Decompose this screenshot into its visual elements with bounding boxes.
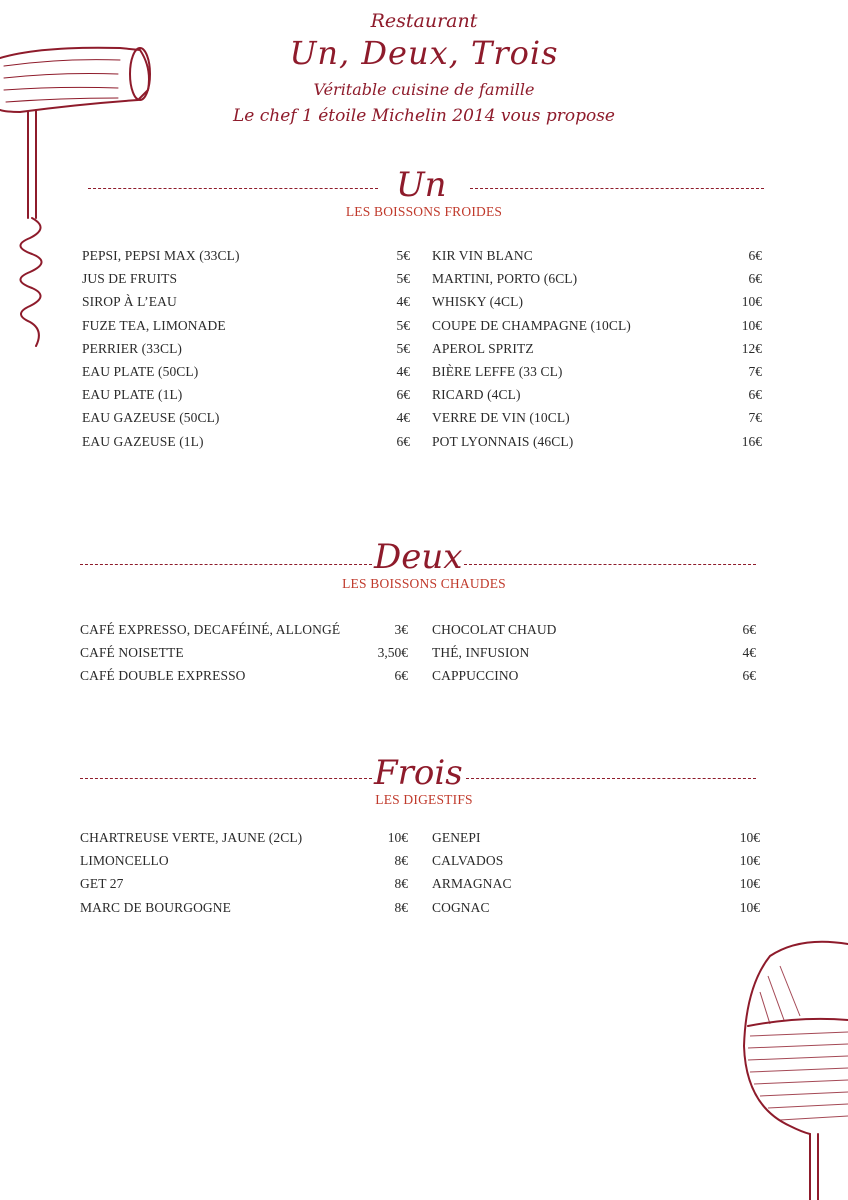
menu-item [432, 668, 756, 688]
menu-item [82, 434, 410, 454]
section-divider-right [466, 778, 756, 779]
menu-item [82, 341, 410, 361]
drinks-column-left [80, 830, 408, 923]
drinks-column-right [432, 622, 756, 692]
menu-item-name: EAU PLATE (1L) [82, 387, 183, 403]
menu-item-name: MARC DE BOURGOGNE [80, 899, 231, 915]
menu-item [432, 364, 762, 384]
menu-item-price: 6€ [742, 668, 756, 684]
menu-item [432, 387, 762, 407]
menu-item [80, 645, 408, 665]
section-divider-left [88, 188, 378, 189]
menu-item-name: POT LYONNAIS (46CL) [432, 433, 574, 449]
menu-item-name: WHISKY (4CL) [432, 294, 524, 310]
menu-item-price: 10€ [739, 876, 760, 892]
wine-glass-illustration [740, 936, 848, 1200]
menu-item-price: 6€ [396, 387, 410, 403]
menu-item-name: ARMAGNAC [432, 876, 512, 892]
section-script-title: Frois [374, 753, 463, 793]
menu-item [80, 876, 408, 896]
menu-item [432, 341, 762, 361]
menu-item-name: MARTINI, PORTO (6CL) [432, 271, 578, 287]
restaurant-label: Restaurant [370, 10, 478, 32]
menu-item-price: 8€ [394, 899, 408, 915]
menu-item-name: SIROP À L’EAU [82, 294, 177, 310]
menu-item [432, 876, 760, 896]
menu-item-name: GET 27 [80, 876, 124, 892]
menu-item-price: 5€ [396, 317, 410, 333]
menu-item-name: THÉ, INFUSION [432, 645, 530, 661]
menu-item-name: PEPSI, PEPSI MAX (33CL) [82, 248, 240, 263]
menu-item-price: 6€ [748, 387, 762, 403]
menu-item-price: 6€ [748, 248, 762, 263]
menu-item-name: APEROL SPRITZ [432, 340, 534, 356]
menu-item [432, 645, 756, 665]
menu-item-name: KIR VIN BLANC [432, 248, 533, 263]
drinks-column-right [432, 248, 762, 457]
drinks-column-left [82, 248, 410, 457]
menu-item-price: 5€ [396, 271, 410, 287]
section-script-title: Deux [374, 537, 463, 577]
menu-item-price: 10€ [739, 830, 760, 845]
menu-item-price: 7€ [748, 364, 762, 379]
menu-item-name: CAPPUCCINO [432, 668, 519, 684]
menu-item-price: 3€ [394, 622, 408, 637]
menu-item-name: CAFÉ NOISETTE [80, 645, 184, 661]
menu-item [82, 318, 410, 338]
section-script-title: Un [396, 165, 447, 205]
menu-item-price: 3,50€ [377, 645, 408, 661]
menu-item-price: 10€ [741, 317, 762, 333]
chef-statement: Le chef 1 étoile Michelin 2014 vous propose [233, 106, 615, 126]
restaurant-name: Un, Deux, Trois [289, 34, 559, 72]
menu-item [432, 318, 762, 338]
menu-item-name: CAFÉ EXPRESSO, DECAFÉINÉ, ALLONGÉ [80, 622, 341, 637]
menu-item-name: CHOCOLAT CHAUD [432, 622, 557, 637]
menu-item-name: BIÈRE LEFFE (33 CL) [432, 364, 563, 379]
menu-item-name: EAU PLATE (50CL) [82, 364, 199, 379]
menu-header [0, 0, 848, 140]
section-subtitle: LES BOISSONS FROIDES [345, 204, 503, 219]
menu-item-price: 5€ [396, 340, 410, 356]
menu-item-price: 6€ [748, 271, 762, 287]
menu-item-price: 12€ [741, 340, 762, 356]
menu-item [82, 364, 410, 384]
menu-item-name: COGNAC [432, 899, 490, 915]
menu-item-price: 10€ [387, 830, 408, 845]
menu-item-name: EAU GAZEUSE (50CL) [82, 410, 220, 426]
drinks-column-right [432, 830, 760, 923]
menu-item [80, 853, 408, 873]
menu-item-price: 8€ [394, 853, 408, 869]
drinks-column-left [80, 622, 408, 692]
menu-item [432, 271, 762, 291]
menu-item-price: 5€ [396, 248, 410, 263]
menu-item-price: 16€ [741, 433, 762, 449]
menu-item-name: PERRIER (33CL) [82, 340, 183, 356]
menu-item-price: 7€ [748, 410, 762, 426]
menu-item-name: CAFÉ DOUBLE EXPRESSO [80, 668, 246, 684]
menu-item-name: COUPE DE CHAMPAGNE (10CL) [432, 317, 631, 333]
menu-item-name: VERRE DE VIN (10CL) [432, 410, 570, 426]
menu-item [432, 830, 760, 850]
menu-item-price: 6€ [394, 668, 408, 684]
menu-item [82, 387, 410, 407]
menu-item-price: 4€ [396, 410, 410, 426]
section-divider-right [470, 188, 764, 189]
menu-item [80, 668, 408, 688]
section-divider-left [80, 564, 372, 565]
menu-item-name: FUZE TEA, LIMONADE [82, 317, 226, 333]
section-subtitle: LES DIGESTIFS [375, 792, 473, 807]
menu-item-name: JUS DE FRUITS [82, 271, 178, 287]
menu-item [432, 294, 762, 314]
menu-item [432, 410, 762, 430]
section-divider-left [80, 778, 372, 779]
menu-item-name: GENEPI [432, 830, 481, 845]
menu-item [432, 434, 762, 454]
menu-item-name: EAU GAZEUSE (1L) [82, 433, 204, 449]
section-subtitle: LES BOISSONS CHAUDES [342, 576, 506, 591]
menu-item [82, 410, 410, 430]
menu-item [80, 622, 408, 642]
menu-item [80, 830, 408, 850]
menu-item-price: 10€ [739, 853, 760, 869]
menu-item [432, 622, 756, 642]
menu-item [80, 900, 408, 920]
menu-item-price: 4€ [396, 294, 410, 310]
menu-item-name: CALVADOS [432, 853, 504, 869]
restaurant-tagline: Véritable cuisine de famille [313, 80, 535, 99]
menu-item-price: 10€ [741, 294, 762, 310]
menu-item [82, 248, 410, 268]
menu-item-price: 10€ [739, 899, 760, 915]
menu-item [432, 900, 760, 920]
menu-item-name: CHARTREUSE VERTE, JAUNE (2CL) [80, 830, 303, 845]
menu-item [82, 271, 410, 291]
menu-item-price: 6€ [396, 433, 410, 449]
menu-item-price: 4€ [396, 364, 410, 379]
menu-item [432, 248, 762, 268]
menu-item-price: 4€ [742, 645, 756, 661]
menu-item-price: 8€ [394, 876, 408, 892]
menu-item-name: LIMONCELLO [80, 853, 169, 869]
menu-item [82, 294, 410, 314]
menu-item [432, 853, 760, 873]
menu-item-price: 6€ [742, 622, 756, 637]
menu-item-name: RICARD (4CL) [432, 387, 521, 403]
section-divider-right [464, 564, 756, 565]
